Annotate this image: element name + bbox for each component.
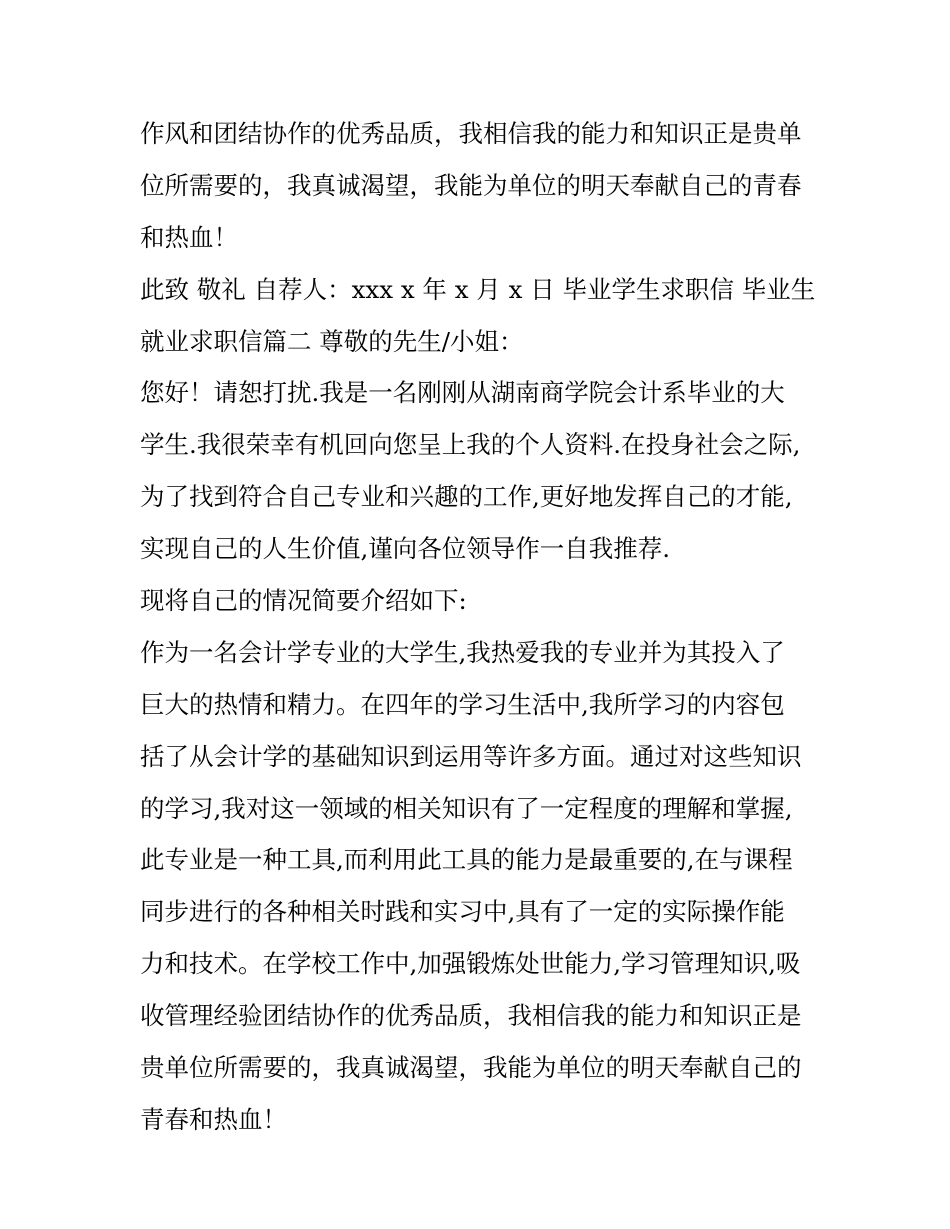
text-line: 学生.我很荣幸有机回向您呈上我的个人资料.在投身社会之际, bbox=[140, 430, 801, 460]
text-line: 巨大的热情和精力。在四年的学习生活中,我所学习的内容包 bbox=[140, 689, 785, 719]
text-line: 此致 敬礼 自荐人：xxx x 年 x 月 x 日 毕业学生求职信 毕业生 bbox=[140, 274, 816, 304]
text-line: 作为一名会计学专业的大学生,我热爱我的专业并为其投入了 bbox=[140, 637, 785, 667]
text-line: 贵单位所需要的，我真诚渴望，我能为单位的明天奉献自己的 bbox=[140, 1053, 802, 1083]
text-line: 括了从会计学的基础知识到运用等许多方面。通过对这些知识 bbox=[140, 741, 802, 771]
text-line: 力和技术。在学校工作中,加强锻炼处世能力,学习管理知识,吸 bbox=[140, 949, 801, 979]
text-line: 收管理经验团结协作的优秀品质，我相信我的能力和知识正是 bbox=[140, 1001, 802, 1031]
text-line: 此专业是一种工具,而利用此工具的能力是最重要的,在与课程 bbox=[140, 845, 793, 875]
text-line: 就业求职信篇二 尊敬的先生/小姐： bbox=[140, 326, 524, 356]
text-line: 您好！请恕打扰.我是一名刚刚从湖南商学院会计系毕业的大 bbox=[140, 378, 785, 408]
text-line: 作风和团结协作的优秀品质，我相信我的能力和知识正是贵单 bbox=[140, 119, 802, 148]
text-line: 的学习,我对这一领域的相关知识有了一定程度的理解和掌握, bbox=[140, 793, 793, 823]
text-line: 和热血！ bbox=[140, 222, 238, 252]
text-line: 实现自己的人生价值,谨向各位领导作一自我推荐. bbox=[140, 534, 671, 564]
letter-body bbox=[140, 108, 820, 1146]
text-line: 为了找到符合自己专业和兴趣的工作,更好地发挥自己的才能, bbox=[140, 482, 793, 512]
text-line: 位所需要的，我真诚渴望，我能为单位的明天奉献自己的青春 bbox=[140, 170, 802, 200]
text-line: 青春和热血！ bbox=[140, 1104, 287, 1134]
text-line: 同步进行的各种相关时践和实习中,具有了一定的实际操作能 bbox=[140, 897, 785, 927]
text-line: 现将自己的情况简要介绍如下: bbox=[140, 586, 467, 616]
